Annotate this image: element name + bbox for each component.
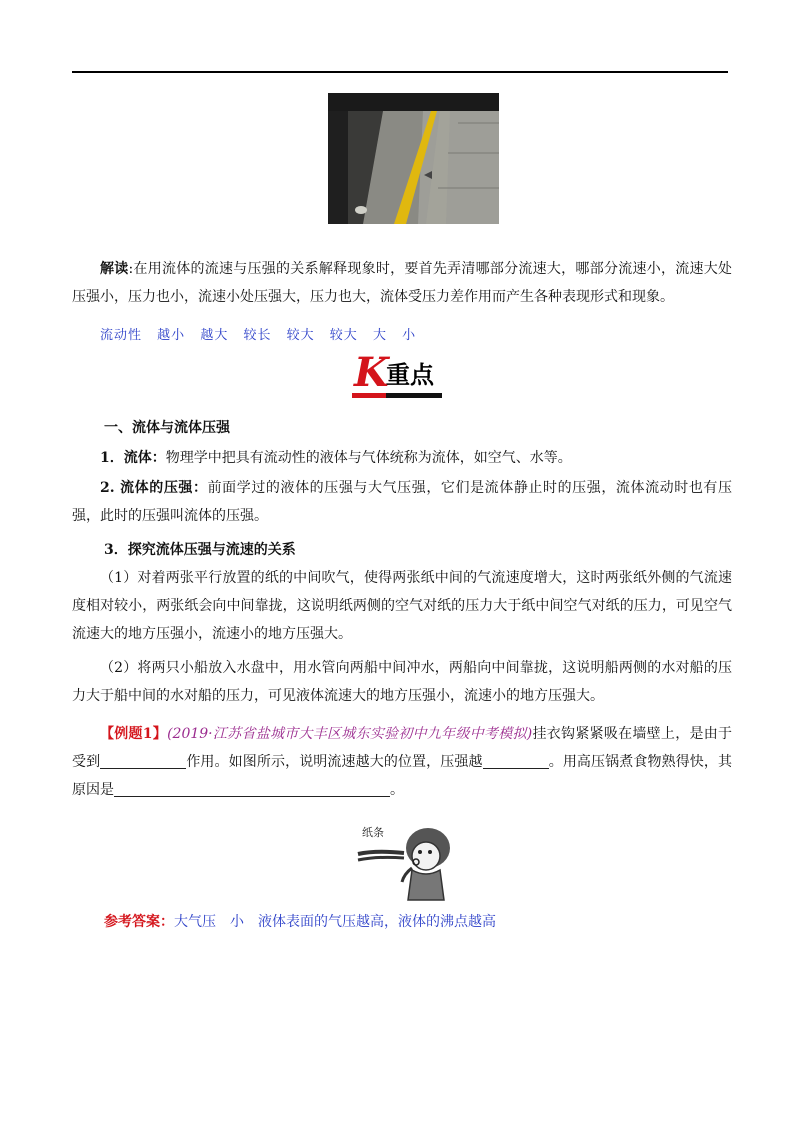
reading-label: 解读 <box>100 261 129 277</box>
section-heading: 一、流体与流体压强 <box>104 420 230 436</box>
reference-answer-label: 参考答案： <box>104 914 174 930</box>
answer-word: 越大 <box>200 328 229 343</box>
reading-paragraph <box>72 255 732 311</box>
cartoon-caption: 纸条 <box>362 826 384 839</box>
reference-answer <box>104 910 496 934</box>
reference-answer-text: 大气压 小 液体表面的气压越高，液体的沸点越高 <box>174 914 496 930</box>
item-fluid-pressure-text: 前面学过的液体的压强与大气压强，它们是流体静止时的压强，流体流动时也有压强，此时的压强叫流体的压强。 <box>72 480 732 524</box>
header-rule <box>72 71 728 73</box>
experiment-boat-paragraph: （2）将两只小船放入水盘中，用水管向两船中间冲水，两船向中间靠拢，这说明船两侧的水对船的压力大于船中间的水对船的压力，可见液体流速大的地方压强小，流速小的地方压强大。 <box>72 660 732 704</box>
item-fluid <box>72 444 732 472</box>
key-points-banner <box>352 351 448 399</box>
answer-word: 流动性 <box>100 328 143 343</box>
banner-letter: K <box>354 349 389 396</box>
item-fluid-text: 物理学中把具有流动性的液体与气体统称为流体，如空气、水等。 <box>165 450 572 466</box>
example-question <box>72 720 732 804</box>
answer-word: 较长 <box>243 328 272 343</box>
example-text-2: 作用。如图所示，说明流速越大的位置，压强越 <box>186 754 483 770</box>
example-label: 【例题1】 <box>100 726 168 742</box>
answer-word: 较大 <box>286 328 315 343</box>
item-fluid-pressure-label: 2. 流体的压强： <box>100 480 208 496</box>
item-fluid-label: 1．流体： <box>100 450 166 466</box>
answer-blank-3[interactable] <box>114 780 390 797</box>
answer-word: 较大 <box>329 328 358 343</box>
reading-text: 在用流体的流速与压强的关系解释现象时，要首先弄清哪部分流速大，哪部分流速小，流速大处压强小，压力也小，流速小处压强大，压力也大，流体受压力差作用而产生各种表现形式和现象。 <box>72 261 733 305</box>
subsection-heading: 3．探究流体压强与流速的关系 <box>104 542 296 558</box>
subway-platform-photo <box>328 93 499 224</box>
answer-word: 小 <box>402 328 417 343</box>
item-fluid-pressure <box>72 474 732 530</box>
answer-word: 大 <box>372 328 387 343</box>
banner-title: 重点 <box>386 360 434 389</box>
answer-words <box>100 324 426 343</box>
answer-blank-1[interactable] <box>100 752 186 769</box>
boy-blowing-paper-strip-drawing <box>356 820 459 902</box>
example-text-4: 。 <box>390 782 404 798</box>
example-text-3: 。用高压锅煮食物熟得快，其原因是 <box>72 754 733 798</box>
answer-word: 越小 <box>157 328 186 343</box>
example-text-1: 挂衣钩紧紧吸在墙壁上，是由于受到 <box>72 726 732 770</box>
reading-colon: : <box>128 261 134 277</box>
answer-blank-2[interactable] <box>483 752 549 769</box>
example-source: (2019·江苏省盐城市大丰区城东实验初中九年级中考模拟) <box>167 726 533 742</box>
experiment-paper-paragraph: （1）对着两张平行放置的纸的中间吹气，使得两张纸中间的气流速度增大，这时两张纸外侧的气流速度相对较小，两张纸会向中间靠拢，这说明纸两侧的空气对纸的压力大于纸中间空气对纸的压力，可见空气流速大的地方压强小，流速小的地方压强大。 <box>72 570 732 642</box>
